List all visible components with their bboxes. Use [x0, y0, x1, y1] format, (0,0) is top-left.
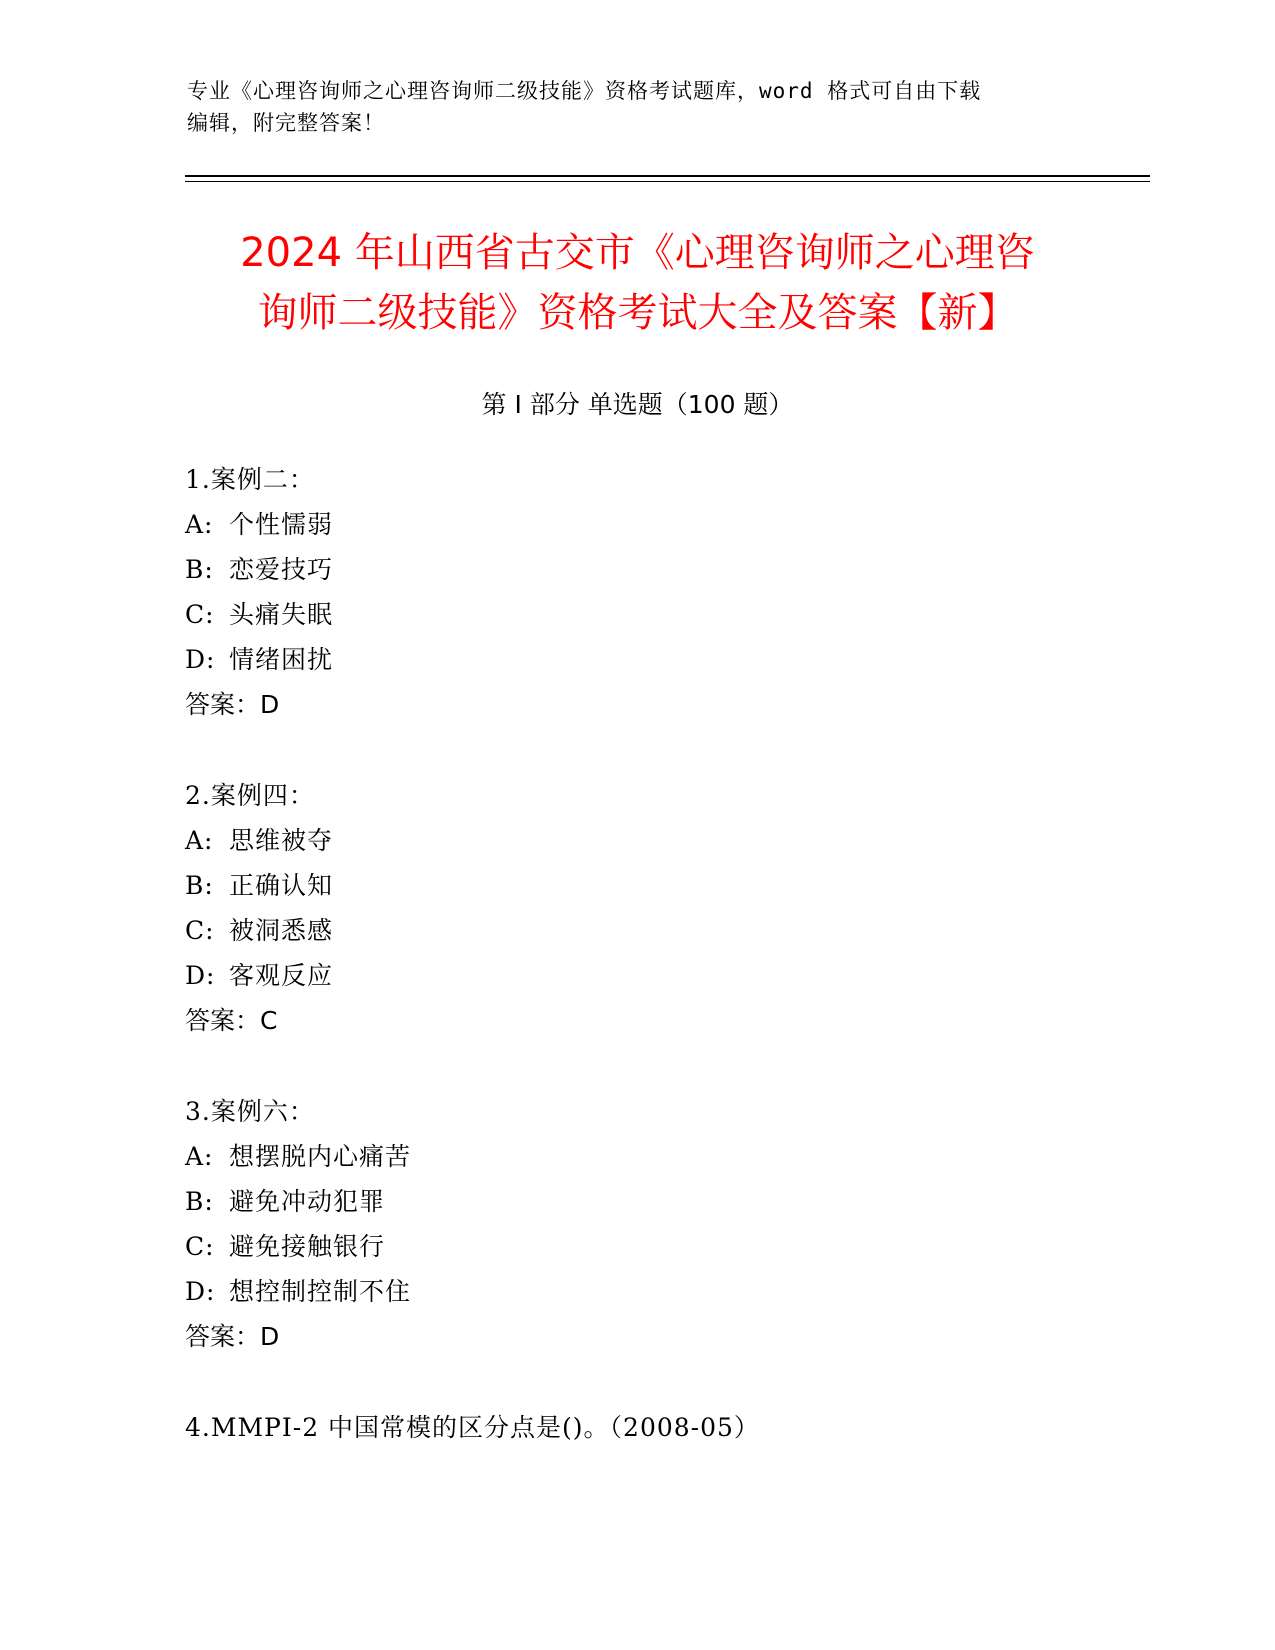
- option-a: [185, 818, 1085, 863]
- question-block: [185, 457, 1085, 727]
- option-letter: D:: [185, 1277, 216, 1306]
- option-letter: C:: [185, 600, 215, 629]
- header-note-line2: 编辑，附完整答案！: [187, 111, 385, 135]
- question-stem: 2.案例四：: [185, 781, 315, 810]
- option-letter: B:: [185, 555, 214, 584]
- document-title-line2: 询师二级技能》资格考试大全及答案【新】: [257, 290, 1018, 336]
- document-title: [150, 223, 1125, 343]
- option-b: [185, 547, 1085, 592]
- question-stem: 1.案例二：: [185, 465, 315, 494]
- option-d: [185, 953, 1085, 998]
- question-stem: 3.案例六：: [185, 1097, 315, 1126]
- option-letter: D:: [185, 961, 216, 990]
- option-text: 避免接触银行: [229, 1232, 386, 1261]
- header-divider-thin: [185, 181, 1150, 182]
- option-text: 思维被夺: [229, 826, 334, 855]
- option-letter: A:: [185, 1142, 214, 1171]
- option-text: 被洞悉感: [229, 916, 334, 945]
- option-d: [185, 1269, 1085, 1314]
- option-letter: D:: [185, 645, 216, 674]
- answer-label: 答案：C: [185, 1006, 278, 1035]
- option-letter: B:: [185, 1187, 214, 1216]
- option-text: 客观反应: [229, 961, 334, 990]
- option-d: [185, 637, 1085, 682]
- question-block: [185, 1089, 1085, 1359]
- question-stem: 4.MMPI-2 中国常模的区分点是()。（2008-05）: [185, 1413, 760, 1442]
- option-letter: C:: [185, 1232, 215, 1261]
- section-heading: 第 I 部分 单选题（100 题）: [481, 390, 794, 419]
- option-letter: A:: [185, 510, 214, 539]
- document-title-line1: 2024 年山西省古交市《心理咨询师之心理咨: [240, 230, 1035, 276]
- option-text: 避免冲动犯罪: [229, 1187, 386, 1216]
- option-letter: C:: [185, 916, 215, 945]
- option-letter: A:: [185, 826, 214, 855]
- question-block: [185, 1405, 1085, 1450]
- option-text: 正确认知: [229, 871, 334, 900]
- option-a: [185, 502, 1085, 547]
- option-b: [185, 1179, 1085, 1224]
- header-note-line1: 专业《心理咨询师之心理咨询师二级技能》资格考试题库，word 格式可自由下载: [187, 79, 982, 103]
- option-text: 情绪困扰: [229, 645, 334, 674]
- option-c: [185, 592, 1085, 637]
- option-text: 个性懦弱: [229, 510, 334, 539]
- option-c: [185, 908, 1085, 953]
- option-text: 头痛失眠: [229, 600, 334, 629]
- option-text: 想控制控制不住: [229, 1277, 412, 1306]
- answer-label: 答案：D: [185, 690, 280, 719]
- header-divider-thick: [185, 175, 1150, 177]
- option-text: 恋爱技巧: [229, 555, 334, 584]
- option-b: [185, 863, 1085, 908]
- option-text: 想摆脱内心痛苦: [229, 1142, 412, 1171]
- answer-label: 答案：D: [185, 1322, 280, 1351]
- option-letter: B:: [185, 871, 214, 900]
- option-a: [185, 1134, 1085, 1179]
- question-block: [185, 773, 1085, 1043]
- header-note: [187, 75, 1067, 139]
- option-c: [185, 1224, 1085, 1269]
